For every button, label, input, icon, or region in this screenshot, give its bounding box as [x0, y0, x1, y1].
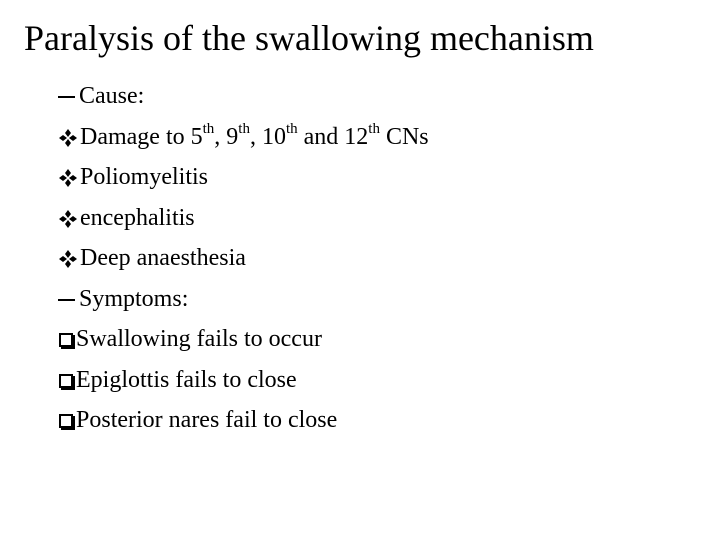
list-item-text: Epiglottis fails to close — [76, 366, 297, 393]
symptoms-heading — [58, 279, 429, 320]
square-box-icon — [59, 374, 73, 388]
cause-heading — [58, 76, 429, 117]
four-diamond-icon — [58, 128, 78, 148]
list-item-text: Posterior nares fail to close — [76, 407, 338, 434]
list-item-text: Swallowing fails to occur — [76, 326, 322, 353]
list-item — [58, 360, 429, 401]
list-item — [58, 319, 429, 360]
slide-title: Paralysis of the swallowing mechanism — [24, 18, 594, 58]
four-diamond-icon — [58, 209, 78, 229]
list-item-text: Poliomyelitis — [80, 164, 209, 191]
square-box-icon — [59, 333, 73, 347]
list-item — [58, 198, 429, 239]
list-item-text: Deep anaesthesia — [80, 245, 246, 272]
list-item — [58, 400, 429, 441]
slide-content — [58, 76, 429, 441]
list-item-text: Damage to 5th, 9th, 10th and 12th CNs — [80, 120, 429, 150]
list-item-text: encephalitis — [80, 204, 195, 231]
square-box-icon — [59, 414, 73, 428]
list-item — [58, 117, 429, 158]
list-item — [58, 157, 429, 198]
four-diamond-icon — [58, 249, 78, 269]
list-item — [58, 238, 429, 279]
dash-icon — [58, 96, 75, 98]
cause-label: Cause: — [79, 83, 145, 110]
four-diamond-icon — [58, 168, 78, 188]
dash-icon — [58, 299, 75, 301]
symptoms-label: Symptoms: — [79, 285, 189, 312]
